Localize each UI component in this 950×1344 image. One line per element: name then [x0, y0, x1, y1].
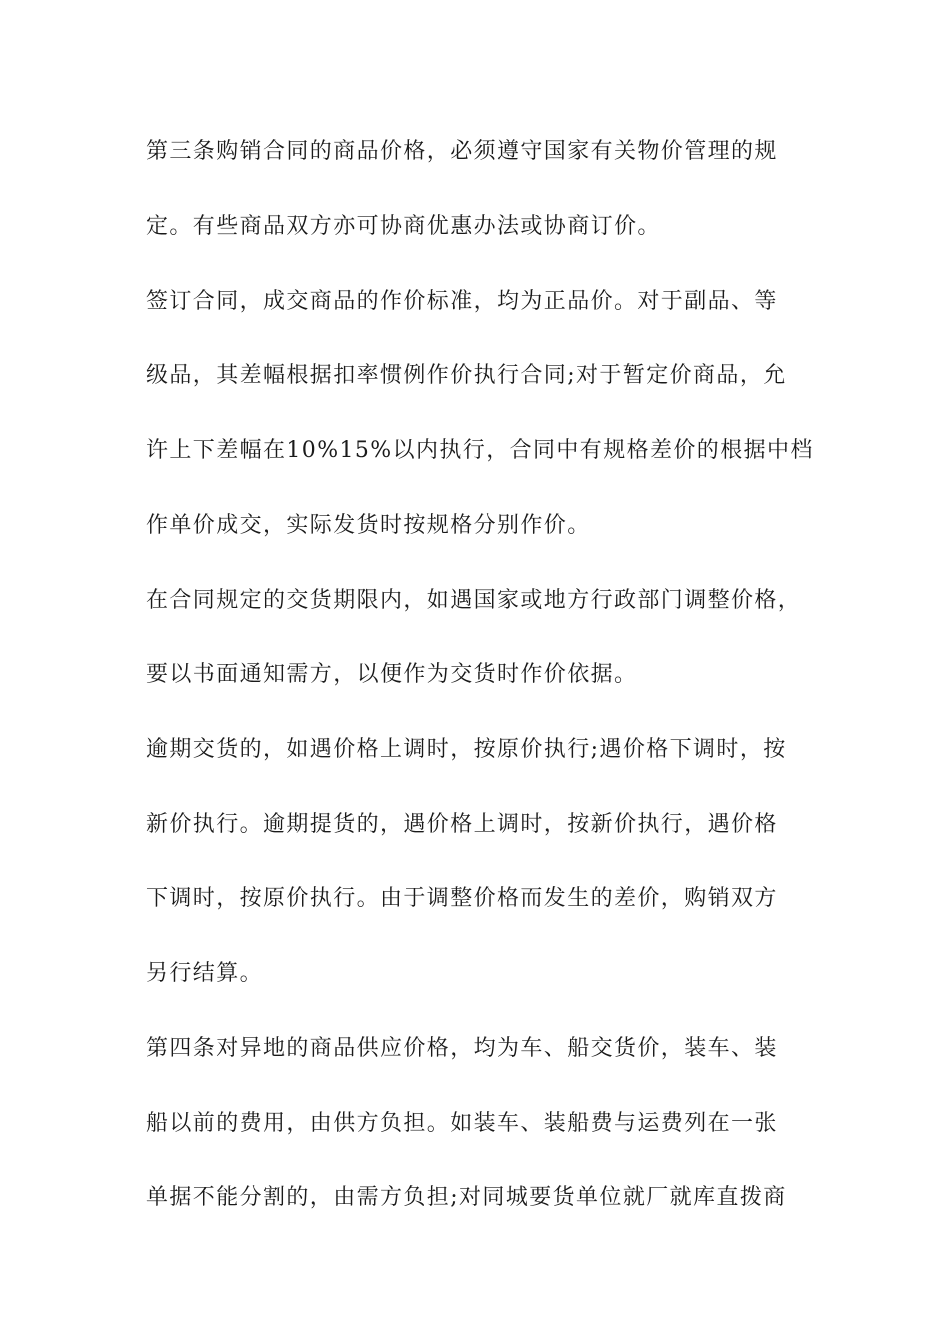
- text-line: 要以书面通知需方，以便作为交货时作价依据。: [146, 662, 638, 687]
- text-line: 逾期交货的，如遇价格上调时，按原价执行;遇价格下调时，按: [146, 737, 787, 762]
- text-line: 第三条购销合同的商品价格，必须遵守国家有关物价管理的规: [146, 139, 778, 164]
- text-line: 在合同规定的交货期限内，如遇国家或地方行政部门调整价格，: [146, 588, 802, 613]
- text-line: 第四条对异地的商品供应价格，均为车、船交货价，装车、装: [146, 1036, 778, 1061]
- text-line: 单据不能分割的，由需方负担;对同城要货单位就厂就库直拨商: [146, 1185, 787, 1210]
- text-line: 作单价成交，实际发货时按规格分别作价。: [146, 513, 591, 538]
- text-line: 船以前的费用，由供方负担。如装车、装船费与运费列在一张: [146, 1111, 778, 1136]
- text-line: 定。有些商品双方亦可协商优惠办法或协商订价。: [146, 214, 661, 239]
- text-line: 级品，其差幅根据扣率惯例作价执行合同;对于暂定价商品，允: [146, 363, 787, 388]
- text-line: 新价执行。逾期提货的，遇价格上调时，按新价执行，遇价格: [146, 812, 778, 837]
- text-line: 另行结算。: [146, 961, 264, 986]
- text-line: 签订合同，成交商品的作价标准，均为正品价。对于副品、等: [146, 289, 778, 314]
- text-line: 下调时，按原价执行。由于调整价格而发生的差价，购销双方: [146, 886, 778, 911]
- text-line: 许上下差幅在10%15%以内执行，合同中有规格差价的根据中档: [146, 438, 814, 463]
